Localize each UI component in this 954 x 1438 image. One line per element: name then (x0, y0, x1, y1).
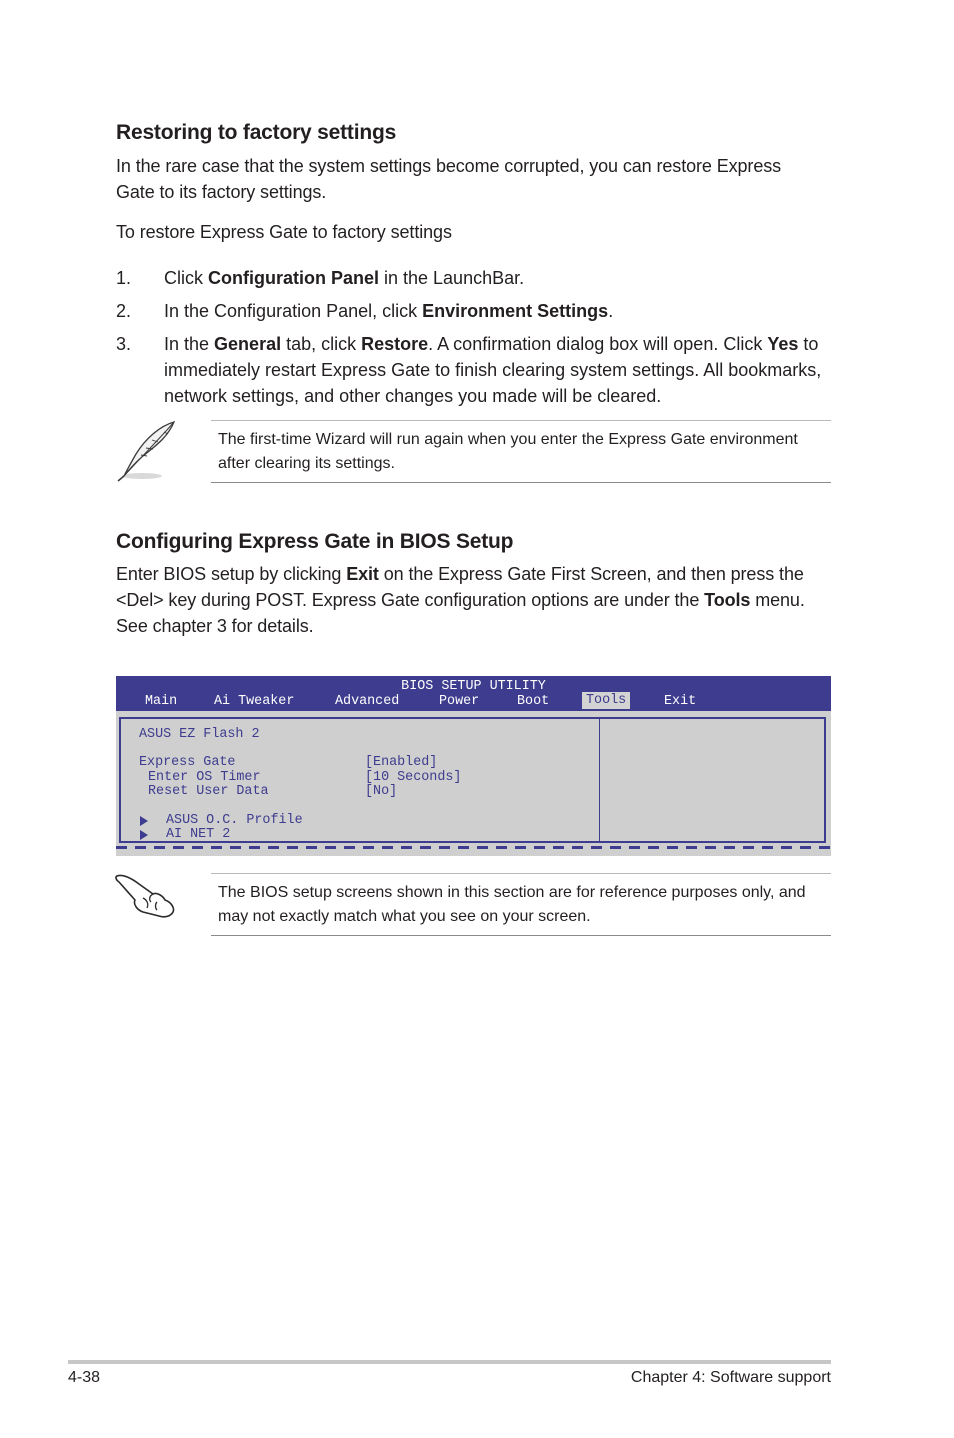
step-keyword: Environment Settings (422, 301, 609, 321)
para-text: on the Express Gate First Screen, and then press the <Del> key during POST. Express Gate configuration options are under the (116, 564, 804, 610)
bios-value-os-timer[interactable]: [10 Seconds] (365, 770, 462, 785)
chapter-title: Chapter 4: Software support (630, 1369, 831, 1386)
bios-menu-tools[interactable]: Tools (582, 692, 630, 709)
submenu-arrow-icon (140, 816, 148, 826)
bios-value-express-gate[interactable]: [Enabled] (365, 755, 438, 770)
note-wizard-text: The first-time Wizard will run again when you enter the Express Gate environment after clearing its settings. (218, 431, 798, 472)
step-text: . A confirmation dialog box will open. Click (428, 334, 768, 354)
bios-menu-exit[interactable]: Exit (664, 694, 697, 709)
para-keyword: Exit (346, 564, 379, 584)
note-top-rule (211, 873, 831, 874)
feather-quill-icon (112, 418, 180, 484)
step-keyword: Restore (361, 334, 429, 354)
bios-title: BIOS SETUP UTILITY (401, 679, 546, 694)
bios-value-reset-user-data[interactable]: [No] (365, 784, 398, 799)
bios-item-reset-user-data[interactable]: Reset User Data (148, 784, 269, 799)
note-bottom-rule (211, 482, 831, 483)
bios-help-divider (599, 719, 600, 841)
bios-intro-text (116, 561, 836, 639)
step-text: tab, click (281, 334, 362, 354)
step-text: . (608, 301, 614, 321)
restore-step-1 (116, 265, 836, 291)
para-keyword: Tools (704, 590, 751, 610)
step-text: to immediately restart Express Gate to finish clearing system settings. All bookmarks, network settings, and other changes you made will be cleared. (164, 334, 822, 406)
bios-item-ai-net[interactable]: AI NET 2 (166, 827, 231, 842)
submenu-arrow-icon (140, 830, 148, 840)
pointing-hand-icon (113, 868, 179, 922)
bios-content-frame (119, 717, 826, 843)
step-number: 1. (116, 268, 132, 288)
footer-rule (68, 1360, 831, 1364)
step-text: in the LaunchBar. (379, 268, 525, 288)
bios-menu-power[interactable]: Power (439, 694, 480, 709)
bios-item-os-timer[interactable]: Enter OS Timer (148, 770, 261, 785)
page-number: 4-38 (68, 1369, 101, 1386)
restore-intro-text: In the rare case that the system settings become corrupted, you can restore Express Gate to its factory settings. (116, 156, 782, 202)
step-text: In the (164, 334, 215, 354)
bios-menu-boot[interactable]: Boot (517, 694, 550, 709)
bios-item-oc-profile[interactable]: ASUS O.C. Profile (166, 813, 303, 828)
step-keyword: General (214, 334, 282, 354)
bios-item-ez-flash[interactable]: ASUS EZ Flash 2 (139, 727, 260, 742)
para-text: menu. See chapter 3 for details. (116, 590, 805, 636)
note-top-rule (211, 420, 831, 421)
step-number: 3. (116, 334, 132, 354)
restore-lead-text: To restore Express Gate to factory settings (116, 222, 452, 242)
restore-step-2 (116, 298, 836, 324)
section-title-restoring: Restoring to factory settings (116, 121, 397, 144)
step-number: 2. (116, 301, 132, 321)
para-text: Enter BIOS setup by clicking (116, 564, 347, 584)
note-bottom-rule (211, 935, 831, 936)
bios-menu-bar (116, 676, 831, 711)
bios-menu-advanced[interactable]: Advanced (335, 694, 400, 709)
note-bios-reference-text: The BIOS setup screens shown in this section are for reference purposes only, and may not exactly match what you see on your screen. (218, 884, 806, 925)
bios-item-express-gate[interactable]: Express Gate (139, 755, 236, 770)
bios-dashed-rule (116, 846, 831, 849)
restore-step-3 (116, 331, 836, 409)
step-text: In the Configuration Panel, click (164, 301, 423, 321)
step-keyword: Yes (767, 334, 799, 354)
bios-menu-main[interactable]: Main (145, 694, 178, 709)
bios-screen (116, 676, 831, 856)
bios-menu-ai-tweaker[interactable]: Ai Tweaker (214, 694, 295, 709)
section-title-bios: Configuring Express Gate in BIOS Setup (116, 530, 514, 553)
step-keyword: Configuration Panel (208, 268, 379, 288)
step-text: Click (164, 268, 208, 288)
